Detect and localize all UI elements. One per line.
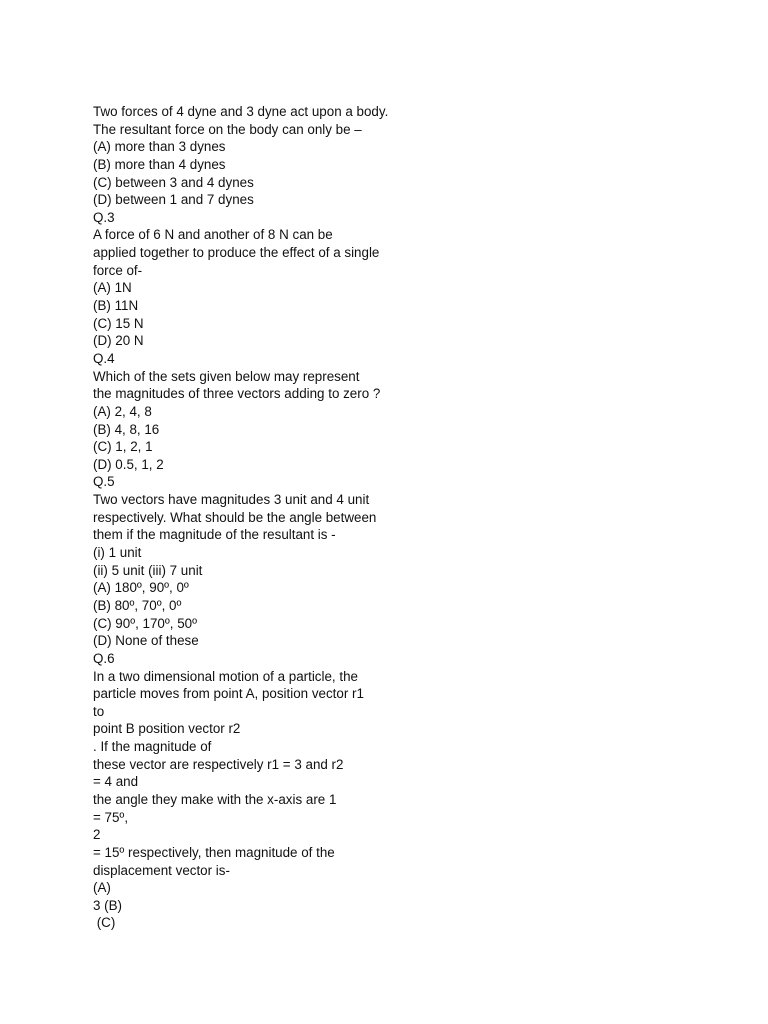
text-line: (ii) 5 unit (iii) 7 unit bbox=[93, 562, 203, 578]
text-line: = 15º respectively, then magnitude of the bbox=[93, 844, 335, 860]
text-line: = 75º, bbox=[93, 809, 129, 825]
text-line: to bbox=[93, 703, 105, 719]
option-line: (B) more than 4 dynes bbox=[93, 156, 226, 172]
text-line: 2 bbox=[93, 827, 101, 843]
text-line: Two vectors have magnitudes 3 unit and 4 unit bbox=[93, 492, 370, 508]
text-line: . If the magnitude of bbox=[93, 739, 212, 755]
option-line: (D) between 1 and 7 dynes bbox=[93, 192, 254, 208]
question-text-block bbox=[93, 103, 693, 932]
option-line: (A) bbox=[93, 880, 111, 896]
option-line: (D) 0.5, 1, 2 bbox=[93, 456, 164, 472]
option-line: (A) more than 3 dynes bbox=[93, 139, 226, 155]
option-line: (A) 2, 4, 8 bbox=[93, 403, 152, 419]
option-line: 3 (B) bbox=[93, 897, 123, 913]
question-number: Q.5 bbox=[93, 474, 115, 490]
text-line: (i) 1 unit bbox=[93, 545, 142, 561]
question-number: Q.6 bbox=[93, 650, 115, 666]
text-line: these vector are respectively r1 = 3 and r2 bbox=[93, 756, 344, 772]
option-line: (D) 20 N bbox=[93, 333, 144, 349]
text-line: Two forces of 4 dyne and 3 dyne act upon a body. bbox=[93, 104, 389, 119]
text-line: the angle they make with the x-axis are 1 bbox=[93, 791, 337, 807]
option-line: (B) 4, 8, 16 bbox=[93, 421, 160, 437]
question-number: Q.3 bbox=[93, 209, 115, 225]
text-line: them if the magnitude of the resultant is - bbox=[93, 527, 336, 543]
option-line: (C) between 3 and 4 dynes bbox=[93, 174, 254, 190]
text-line: applied together to produce the effect of a single bbox=[93, 245, 380, 261]
option-line: (C) 90º, 170º, 50º bbox=[93, 615, 197, 631]
text-line: Which of the sets given below may represent bbox=[93, 368, 360, 384]
option-line: (C) 1, 2, 1 bbox=[93, 439, 153, 455]
text-line: respectively. What should be the angle between bbox=[93, 509, 377, 525]
option-line: (B) 11N bbox=[93, 298, 139, 314]
question-number: Q.4 bbox=[93, 350, 115, 366]
text-line: In a two dimensional motion of a particle, the bbox=[93, 668, 358, 684]
option-line: (A) 180º, 90º, 0º bbox=[93, 580, 189, 596]
text-line: point B position vector r2 bbox=[93, 721, 241, 737]
text-line: A force of 6 N and another of 8 N can be bbox=[93, 227, 333, 243]
option-line: (D) None of these bbox=[93, 633, 199, 649]
text-line: displacement vector is- bbox=[93, 862, 230, 878]
text-line: particle moves from point A, position vector r1 bbox=[93, 686, 364, 702]
text-line: the magnitudes of three vectors adding to zero ? bbox=[93, 386, 381, 402]
option-line: (C) bbox=[93, 915, 116, 931]
option-line: (B) 80º, 70º, 0º bbox=[93, 597, 182, 613]
text-line: = 4 and bbox=[93, 774, 139, 790]
text-line: The resultant force on the body can only be – bbox=[93, 121, 362, 137]
option-line: (C) 15 N bbox=[93, 315, 144, 331]
text-line: force of- bbox=[93, 262, 143, 278]
option-line: (A) 1N bbox=[93, 280, 132, 296]
